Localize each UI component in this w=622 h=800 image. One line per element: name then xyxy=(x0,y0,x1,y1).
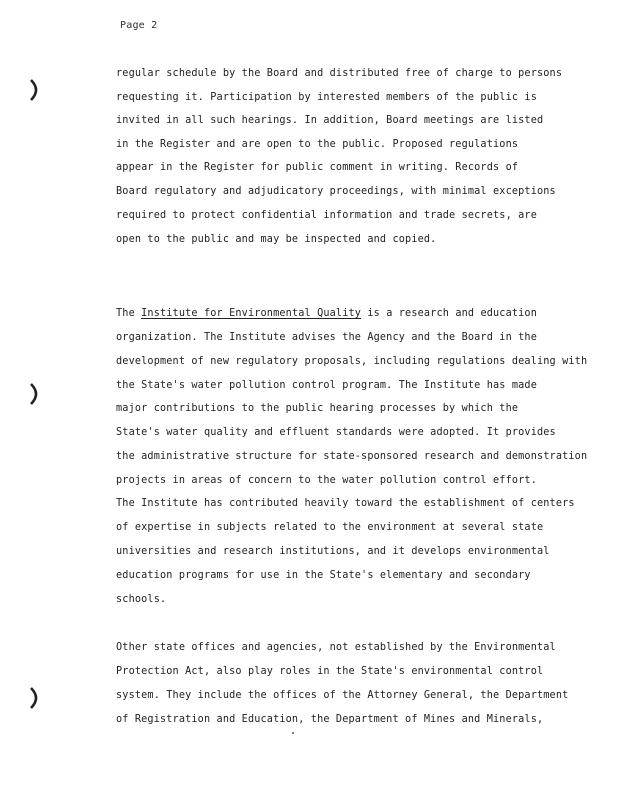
text-line: Other state offices and agencies, not established by the Environmental xyxy=(116,642,556,653)
text-line: appear in the Register for public comment in writing. Records of xyxy=(116,162,519,173)
text-line: Board regulatory and adjudicatory proceedings, with minimal exceptions xyxy=(116,186,556,197)
text-line: invited in all such hearings. In addition, Board meetings are listed xyxy=(116,115,544,126)
text-line: the State's water pollution control program. The Institute has made xyxy=(116,380,537,391)
institute-name-underlined: Institute for Environmental Quality xyxy=(141,308,362,319)
text-line: requesting it. Participation by interested members of the public is xyxy=(116,92,537,103)
text-line: State's water quality and effluent standards were adopted. It provides xyxy=(116,427,556,438)
text-line: The Institute has contributed heavily toward the establishment of centers xyxy=(116,498,575,509)
punch-hole-icon xyxy=(28,382,42,406)
text-line: open to the public and may be inspected and copied. xyxy=(116,234,437,245)
text-line: universities and research institutions, and it develops environmental xyxy=(116,546,550,557)
text-line: Protection Act, also play roles in the State's environmental control xyxy=(116,666,544,677)
text-line: projects in areas of concern to the water pollution control effort. xyxy=(116,475,537,486)
text-line xyxy=(116,308,537,319)
text-line: the administrative structure for state-sponsored research and demonstration xyxy=(116,451,588,462)
text-line: education programs for use in the State's elementary and secondary xyxy=(116,570,531,581)
text-suffix: is a research and education xyxy=(361,308,537,319)
text-line: regular schedule by the Board and distributed free of charge to persons xyxy=(116,68,563,79)
punch-hole-icon xyxy=(28,686,42,710)
text-line: of expertise in subjects related to the environment at several state xyxy=(116,522,544,533)
text-line: organization. The Institute advises the Agency and the Board in the xyxy=(116,332,537,343)
text-line: schools. xyxy=(116,594,167,605)
text-line: in the Register and are open to the public. Proposed regulations xyxy=(116,139,519,150)
text-line: required to protect confidential information and trade secrets, are xyxy=(116,210,537,221)
text-line: of Registration and Education, the Department of Mines and Minerals, xyxy=(116,714,544,725)
punch-hole-icon xyxy=(28,78,42,102)
text-prefix: The xyxy=(116,308,142,319)
text-line: development of new regulatory proposals, including regulations dealing with xyxy=(116,356,588,367)
text-line: major contributions to the public hearing processes by which the xyxy=(116,403,519,414)
text-line: system. They include the offices of the Attorney General, the Department xyxy=(116,690,569,701)
page-number: Page 2 xyxy=(120,20,158,31)
scan-speck xyxy=(292,732,294,734)
